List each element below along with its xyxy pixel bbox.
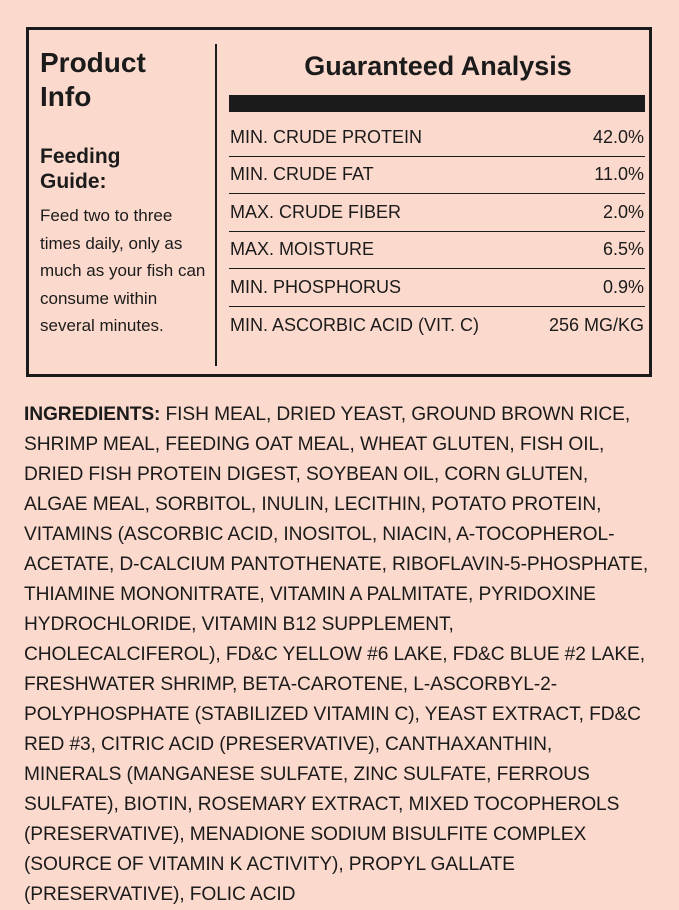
feeding-guide-text: Feed two to three times daily, only as much as your fish can consume within several minutes. xyxy=(40,206,206,335)
guaranteed-analysis-title: Guaranteed Analysis xyxy=(304,51,572,81)
analysis-label: MAX. MOISTURE xyxy=(230,239,375,260)
analysis-label: MIN. PHOSPHORUS xyxy=(230,276,402,297)
product-info-title: Product Info xyxy=(40,47,146,112)
guaranteed-analysis-column xyxy=(229,30,647,374)
analysis-value: 2.0% xyxy=(602,201,644,222)
analysis-label: MIN. CRUDE FAT xyxy=(230,164,374,185)
analysis-value: 6.5% xyxy=(602,239,644,260)
column-divider xyxy=(215,44,217,366)
analysis-label: MAX. CRUDE FIBER xyxy=(230,201,402,222)
product-info-column xyxy=(29,30,215,374)
product-info-panel xyxy=(26,27,652,377)
ingredients-text xyxy=(24,400,654,910)
ingredients-label: INGREDIENTS: xyxy=(24,404,161,425)
analysis-value: 42.0% xyxy=(592,126,644,147)
feeding-guide-title: Feeding Guide: xyxy=(40,145,121,193)
analysis-row xyxy=(229,269,645,307)
analysis-row xyxy=(229,194,645,232)
analysis-row xyxy=(229,157,645,195)
analysis-table xyxy=(229,119,645,344)
analysis-value: 11.0% xyxy=(594,164,644,185)
analysis-row xyxy=(229,119,645,157)
analysis-value: 0.9% xyxy=(602,276,644,297)
analysis-header-bar xyxy=(229,95,645,112)
analysis-label: MIN. ASCORBIC ACID (VIT. C) xyxy=(230,314,480,335)
analysis-label: MIN. CRUDE PROTEIN xyxy=(230,126,423,147)
analysis-value: 256 MG/KG xyxy=(548,314,644,335)
analysis-row xyxy=(229,307,645,345)
analysis-row xyxy=(229,232,645,270)
ingredients-list: FISH MEAL, DRIED YEAST, GROUND BROWN RICE, SHRIMP MEAL, FEEDING OAT MEAL, WHEAT GLUTEN, FISH OIL, DRIED FISH PROTEIN DIGEST, SOYBEAN OIL, CORN GLUTEN, ALGAE MEAL, SORBITOL, INULIN, LECITHIN, POTATO PROTEIN, VITAMINS (ASCORBIC ACID, INOSITOL, NIACIN, A-TOCOPHEROL-ACETATE, D-CALCIUM PANTOTHENATE, RIBOFLAVIN-5-PHOSPHATE, THIAMINE MONONITRATE, VITAMIN A PALMITATE, PYRIDOXINE HYDROCHLORIDE, VITAMIN B12 SUPPLEMENT, CHOLECALCIFEROL), FD&C YELLOW #6 LAKE, FD&C BLUE #2 LAKE, FRESHWATER SHRIMP, BETA-CAROTENE, L-ASCORBYL-2-POLYPHOSPHATE (STABILIZED VITAMIN C), YEAST EXTRACT, FD&C RED #3, CITRIC ACID (PRESERVATIVE), CANTHAXANTHIN, MINERALS (MANGANESE SULFATE, ZINC SULFATE, FERROUS SULFATE), BIOTIN, ROSEMARY EXTRACT, MIXED TOCOPHEROLS (PRESERVATIVE), MENADIONE SODIUM BISULFITE COMPLEX (SOURCE OF VITAMIN K ACTIVITY), PROPYL GALLATE (PRESERVATIVE), FOLIC ACID xyxy=(24,404,649,905)
